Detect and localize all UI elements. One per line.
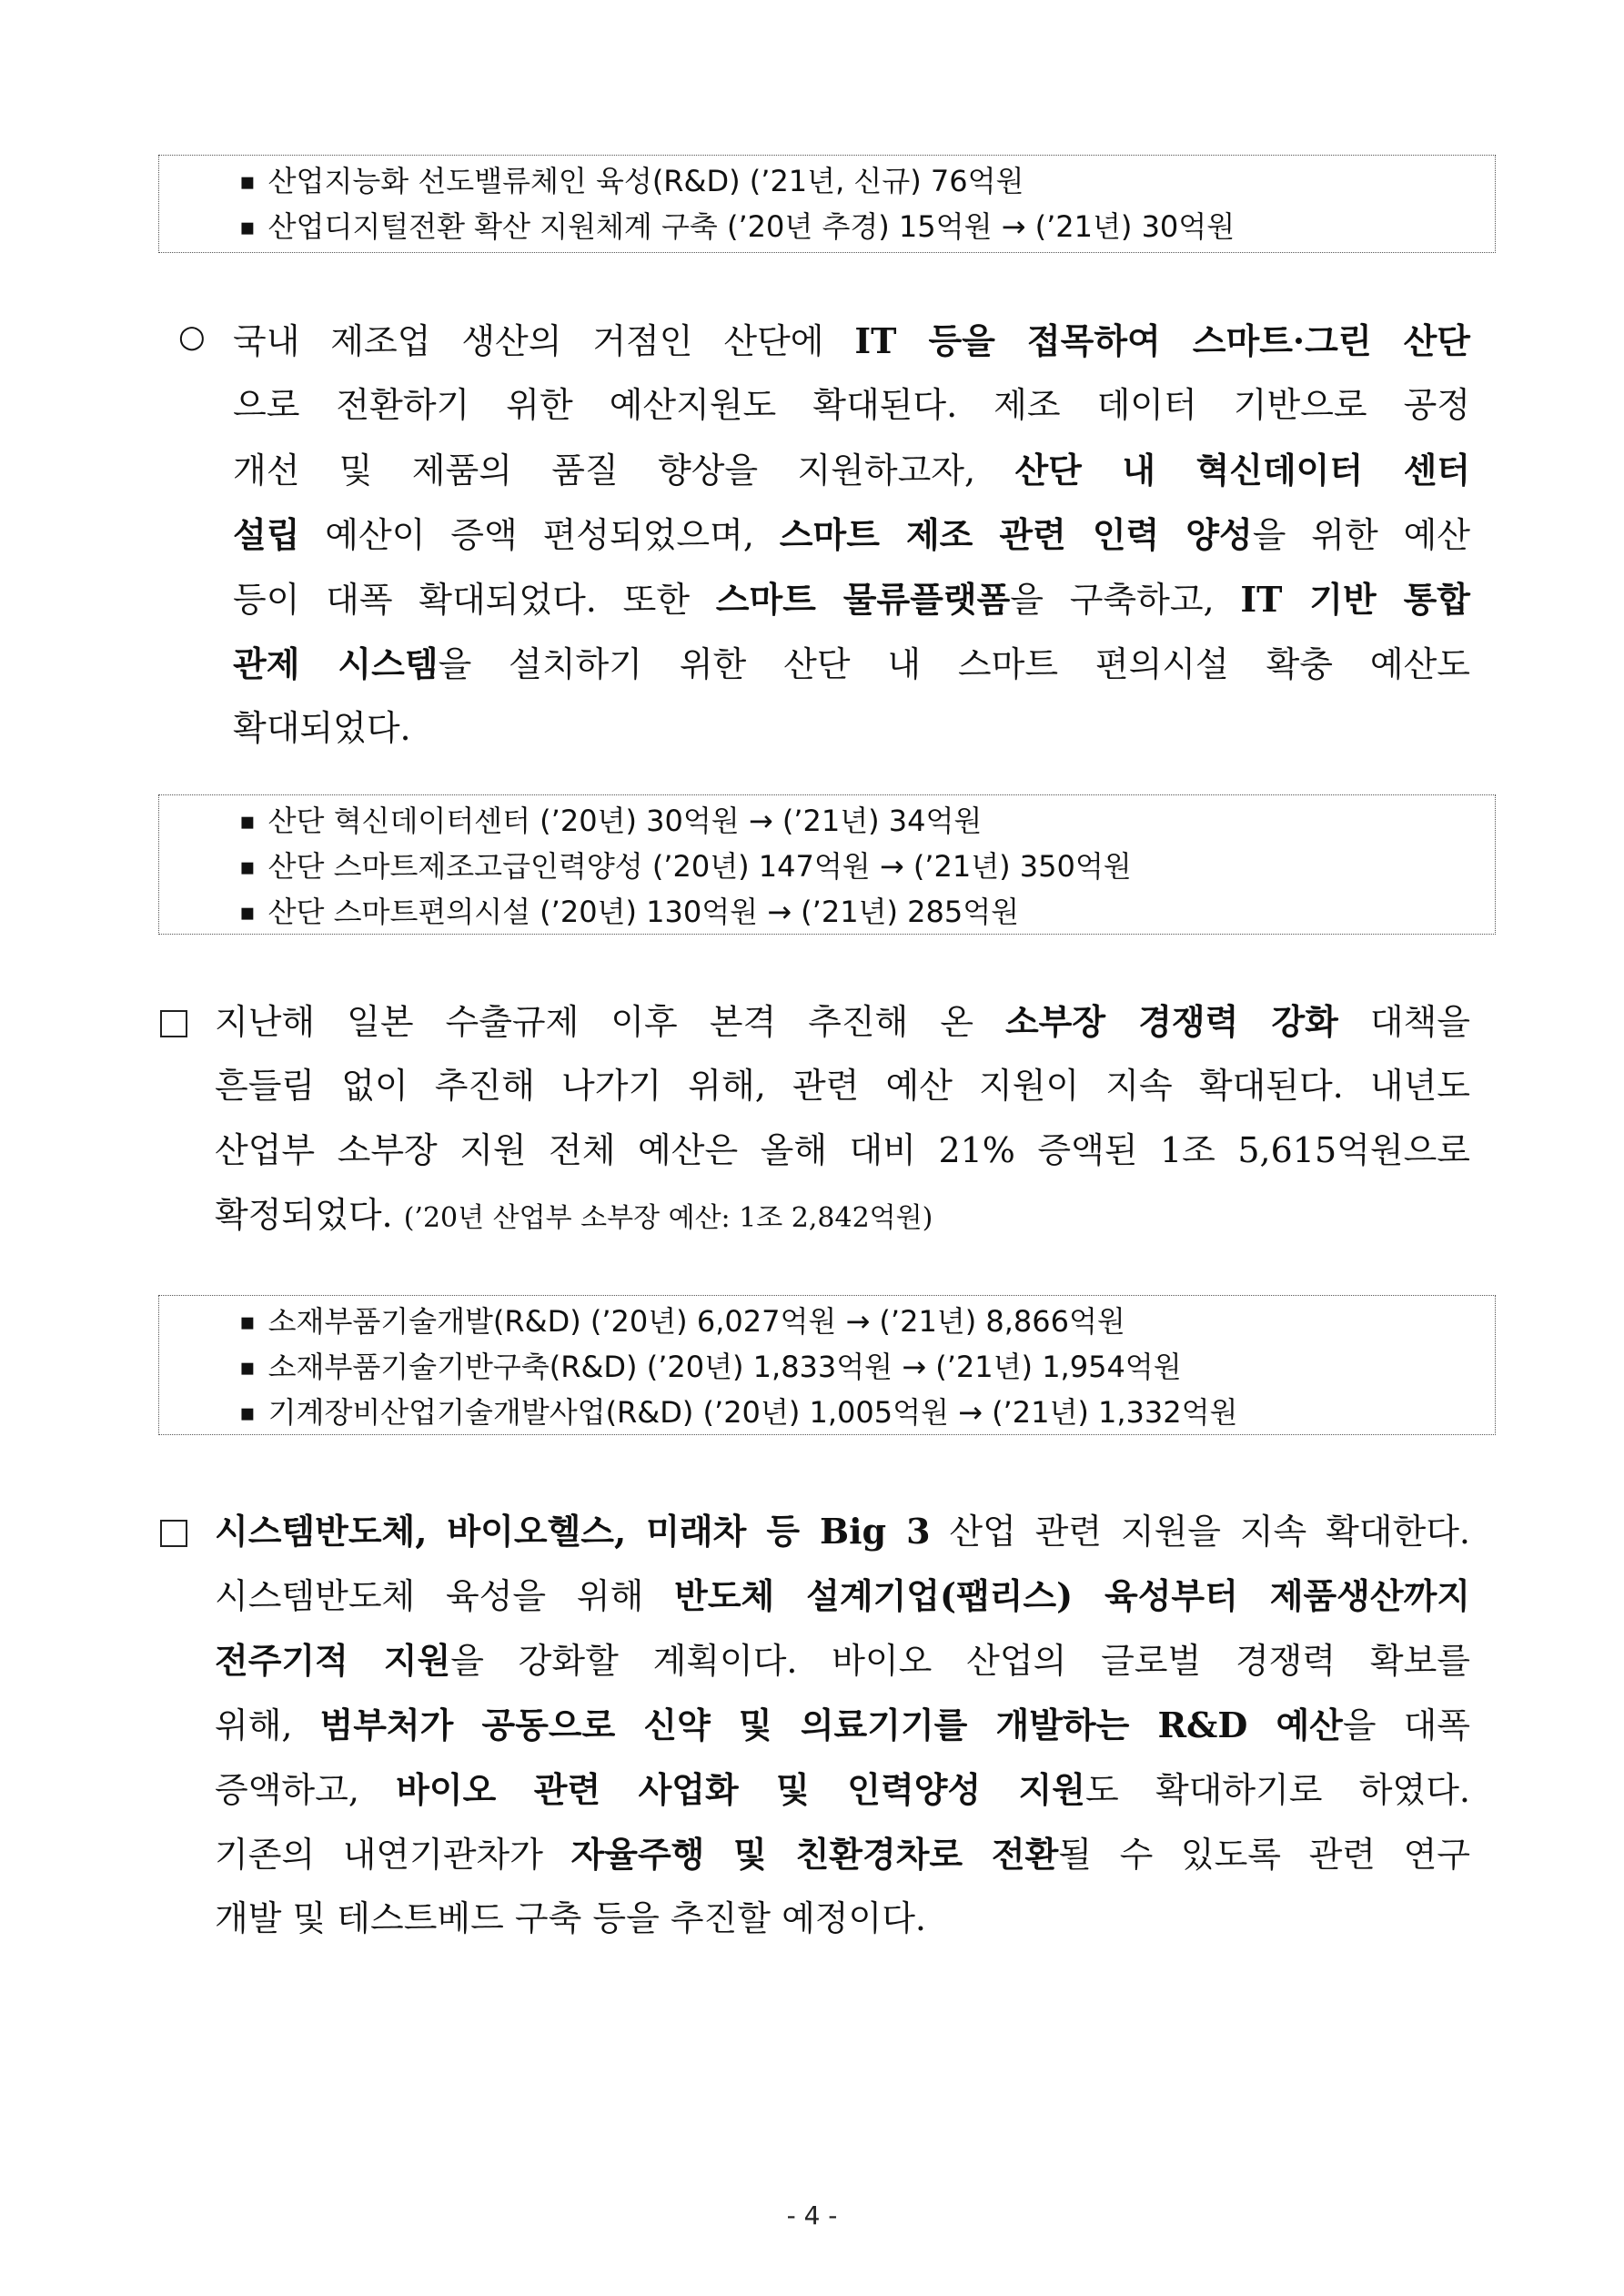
text-span: 을 강화할 계획이다. 바이오 산업의 글로벌 경쟁력 확보를	[450, 1641, 1471, 1681]
text-span: 산업부 소부장 지원 전체 예산은 올해 대비 21% 증액된 1조 5,615억원으로	[215, 1130, 1470, 1170]
paragraph-line	[215, 1499, 1470, 1563]
text-span: 을 위한 예산	[1252, 515, 1470, 555]
text-span: 예산이 증액 편성되었으며,	[299, 515, 780, 555]
paragraph-line	[233, 632, 1470, 696]
paragraph-line	[215, 1054, 1470, 1118]
emphasis-text: 관제 시스템	[233, 643, 439, 684]
list-item: ▪ 산단 혁신데이터센터 (’20년) 30억원 → (’21년) 34억원	[239, 799, 1495, 845]
text-span: 대책을	[1337, 1002, 1470, 1042]
text-span: 등이 대폭 확대되었다. 또한	[233, 580, 716, 620]
emphasis-text: 바이오 관련 사업화 및 인력양성 지원	[396, 1769, 1085, 1810]
emphasis-text: 스마트 제조 관련 인력 양성	[779, 514, 1253, 555]
budget-box-2	[158, 794, 1496, 935]
text-span: 산업 관련 지원을 지속 확대한다.	[930, 1512, 1471, 1552]
paragraph-line	[233, 373, 1470, 438]
square-bullet-icon	[160, 1010, 187, 1037]
budget-box-1	[158, 155, 1496, 253]
list-item: ▪ 산업디지털전환 확산 지원체계 구축 (’20년 추경) 15억원 → (’21년) 30억원	[239, 205, 1495, 250]
budget-box-3	[158, 1295, 1496, 1435]
emphasis-text: 소부장 경쟁력 강화	[1004, 1001, 1338, 1042]
paragraph-line	[215, 1693, 1470, 1757]
paragraph-line	[215, 1183, 1470, 1248]
text-span: 으로 전환하기 위한 예산지원도 확대된다. 제조 데이터 기반으로 공정	[233, 385, 1470, 425]
text-span: (’20년 산업부 소부장 예산: 1조 2,842억원)	[403, 1202, 933, 1234]
text-span: 확대되었다.	[233, 708, 411, 748]
text-span: 도 확대하기로 하였다.	[1084, 1770, 1470, 1810]
text-span: 증액하고,	[215, 1770, 397, 1810]
paragraph-line	[215, 1757, 1470, 1822]
list-item: ▪ 산단 스마트제조고급인력양성 (’20년) 147억원 → (’21년) 350억원	[239, 845, 1495, 890]
paragraph-line	[215, 989, 1470, 1054]
paragraph-line	[215, 1822, 1470, 1886]
paragraph-line	[233, 308, 1470, 373]
list-item: ▪ 산단 스마트편의시설 (’20년) 130억원 → (’21년) 285억원	[239, 890, 1495, 936]
paragraph-line	[233, 567, 1470, 632]
list-item: ▪ 기계장비산업기술개발사업(R&D) (’20년) 1,005억원 → (’21년) 1,332억원	[239, 1391, 1495, 1436]
emphasis-text: 자율주행 및 친환경차로 전환	[570, 1834, 1059, 1875]
paragraph-line	[215, 1628, 1470, 1693]
page-number: - 4 -	[786, 2200, 838, 2230]
circle-bullet-icon: ○	[178, 319, 206, 355]
emphasis-text: 산단 내 혁신데이터 센터	[1014, 450, 1470, 491]
text-span: 을 설치하기 위한 산단 내 스마트 편의시설 확충 예산도	[438, 644, 1470, 684]
paragraph-big3-industries	[215, 1499, 1470, 1951]
list-item: ▪ 소재부품기술기반구축(R&D) (’20년) 1,833억원 → (’21년) 1,954억원	[239, 1345, 1495, 1391]
paragraph-line	[215, 1563, 1470, 1628]
paragraph-line	[233, 438, 1470, 502]
emphasis-text: IT 등을 접목하여 스마트·그린 산단	[854, 320, 1471, 361]
text-span: 위해,	[215, 1705, 320, 1745]
emphasis-text: 전주기적 지원	[215, 1640, 451, 1681]
emphasis-text: 반도체 설계기업(팹리스) 육성부터 제품생산까지	[674, 1575, 1470, 1616]
paragraph-line	[215, 1886, 1470, 1951]
emphasis-text: 설립	[233, 514, 300, 555]
text-span: 개발 및 테스트베드 구축 등을 추진할 예정이다.	[215, 1898, 927, 1938]
paragraph-line	[215, 1118, 1470, 1183]
text-span: 개선 및 제품의 품질 향상을 지원하고자,	[233, 450, 1015, 491]
text-span: 국내 제조업 생산의 거점인 산단에	[233, 321, 855, 361]
paragraph-smart-green-industrial-complex	[233, 308, 1470, 761]
square-bullet-icon	[160, 1520, 187, 1547]
text-span: 될 수 있도록 관련 연구	[1058, 1835, 1471, 1875]
text-span: 지난해 일본 수출규제 이후 본격 추진해 온	[215, 1002, 1005, 1042]
text-span: 흔들림 없이 추진해 나가기 위해, 관련 예산 지원이 지속 확대된다. 내년도	[215, 1066, 1470, 1106]
paragraph-materials-parts-equipment	[215, 989, 1470, 1248]
paragraph-line	[233, 502, 1470, 567]
text-span: 을 구축하고,	[1010, 580, 1241, 620]
emphasis-text: IT 기반 통합	[1240, 579, 1470, 620]
emphasis-text: 스마트 물류플랫폼	[715, 579, 1011, 620]
text-span: 기존의 내연기관차가	[215, 1835, 571, 1875]
emphasis-text: 범부처가 공동으로 신약 및 의료기기를 개발하는 R&D 예산	[319, 1704, 1343, 1745]
list-item: ▪ 소재부품기술개발(R&D) (’20년) 6,027억원 → (’21년) 8,866억원	[239, 1300, 1495, 1345]
text-span: 시스템반도체 육성을 위해	[215, 1576, 675, 1616]
emphasis-text: 시스템반도체, 바이오헬스, 미래차 등 Big 3	[215, 1511, 931, 1552]
list-item: ▪ 산업지능화 선도밸류체인 육성(R&D) (’21년, 신규) 76억원	[239, 159, 1495, 205]
text-span: 확정되었다.	[215, 1195, 404, 1235]
text-span: 을 대폭	[1342, 1705, 1470, 1745]
paragraph-line	[233, 696, 1470, 761]
